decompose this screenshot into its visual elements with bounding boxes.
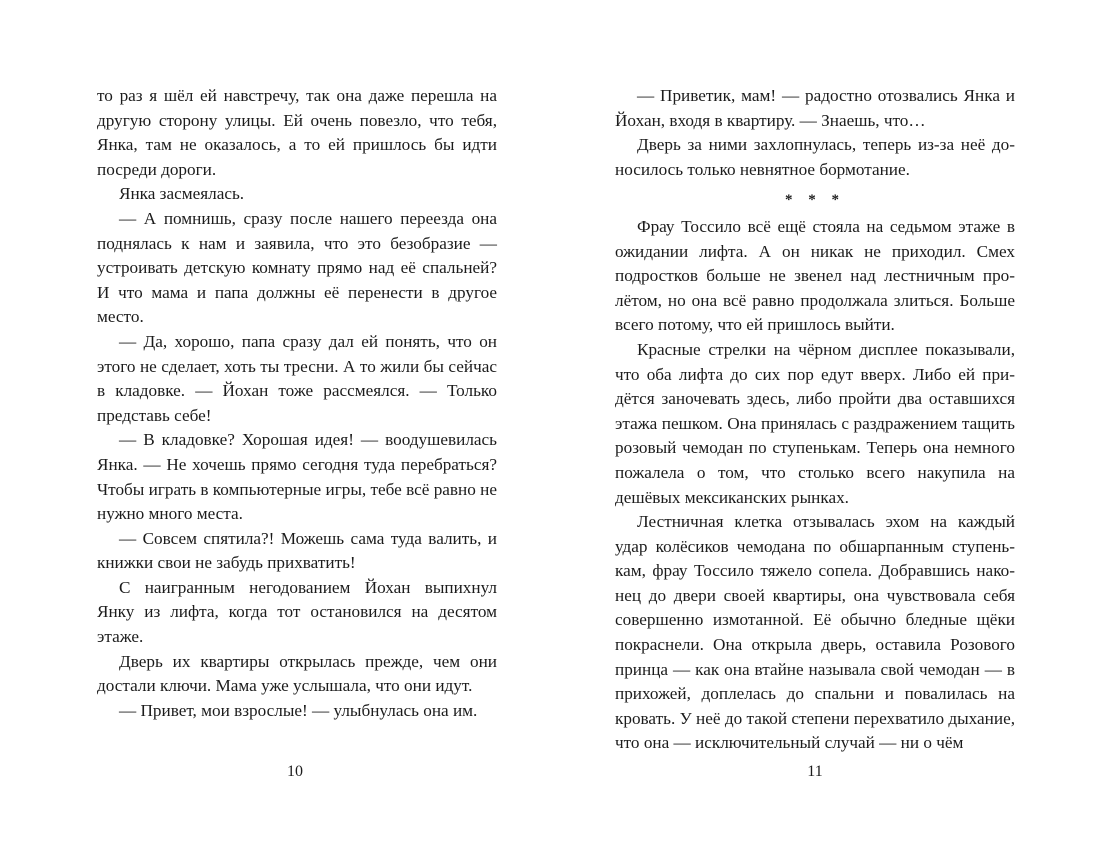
left-paragraph-4: — Да, хорошо, папа сразу дал ей понять, что он этого не сделает, хоть ты тресни. А то жили бы сейчас в кладовке. — Йохан тоже рассмеялся. — Только представь себе! [97, 331, 497, 425]
left-paragraph-3: — А помнишь, сразу после нашего переезда она поднялась к нам и заявила, что это безобразие — устроивать детскую комнату прямо над её спальней? И что мама и папа должны её перенести в другое место. [97, 208, 497, 327]
left-paragraph-1: то раз я шёл ей навстречу, так она даже перешла на другую сторону улицы. Ей очень повезло, что тебя, Янка, там не оказалось, а то ей пришлось бы идти посреди дороги. [97, 86, 497, 179]
section-break: * * * [785, 192, 845, 209]
left-paragraph-8: Дверь их квартиры открылась прежде, чем они достали ключи. Мама уже услышала, что они идут. [97, 651, 497, 696]
page-number-left: 10 [287, 763, 303, 780]
left-paragraph-5: — В кладовке? Хорошая идея! — воодушевилась Янка. — Не хочешь прямо сегодня туда перебраться? Чтобы играть в компьютерные игры, тебе всё равно не нужно много места. [97, 430, 497, 524]
right-paragraph-5: Лестничная клетка отзывалась эхом на каждый удар колёсиков чемодана по обшарпанным ступенькам, фрау Тоссило тяжело сопела. Добравшись наконец до двери своей квартиры, она чувствовала себя совершенно измотанной. Её обычно бледные щёки покраснели. Она открыла дверь, оставила Розового принца — как она втайне называла свой чемодан — в прихожей, доплелась до спальни и повалилась на кровать. У неё до такой степени перехватило дыхание, что она — исключительный случай — ни о чём [615, 512, 1015, 753]
right-paragraph-1: — Приветик, мам! — радостно отозвались Янка и Йохан, входя в квартиру. — Знаешь, что… [615, 86, 1015, 130]
left-paragraph-7: С наигранным негодованием Йохан выпихнул Янку из лифта, когда тот остановился на десятом этаже. [97, 577, 497, 647]
page-number-right: 11 [807, 763, 823, 780]
left-page [97, 84, 497, 723]
right-paragraph-2: Дверь за ними захлопнулась, теперь из-за неё доносилось только невнятное бормотание. [615, 135, 1015, 179]
left-paragraph-2: Янка засмеялась. [119, 184, 245, 204]
right-page [615, 84, 1015, 756]
left-paragraph-6: — Совсем спятила?! Можешь сама туда валить, и книжки свои не забудь прихватить! [97, 528, 497, 573]
left-paragraph-9: — Привет, мои взрослые! — улыбнулась она им. [119, 700, 478, 720]
right-paragraph-3: Фрау Тоссило всё ещё стояла на седьмом этаже в ожидании лифта. А он никак не приходил. Смех подростков больше не звенел над лестничным пролётом, но она всё равно продолжала злиться. Больше всего потому, что ей пришлось выйти. [615, 216, 1015, 335]
right-paragraph-4: Красные стрелки на чёрном дисплее показывали, что оба лифта до сих пор едут вверх. Либо ей придётся заночевать здесь, либо пройти два оставшихся этажа пешком. Она принялась с раздражением тащить розовый чемодан по ступенькам. Теперь она немного пожалела о том, что столько всего накупила на дешёвых мексиканских рынках. [615, 339, 1015, 507]
